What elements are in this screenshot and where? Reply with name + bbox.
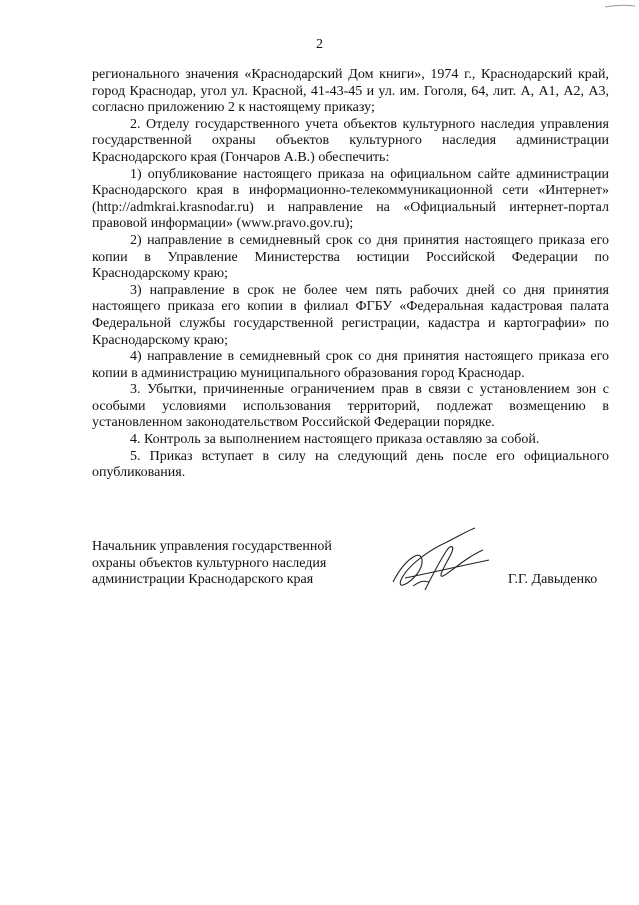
paragraph: 2) направление в семидневный срок со дня принятия настоящего приказа его копии в Управление Министерства юстиции Российской Федерации по Краснодарскому краю; (92, 232, 609, 282)
page-number: 2 (316, 37, 323, 52)
paragraph: 4. Контроль за выполнением настоящего приказа оставляю за собой. (130, 432, 540, 448)
paragraph: 2. Отделу государственного учета объектов культурного наследия управления государственной охраны объектов культурного наследия администрации Краснодарского края (Гончаров А.В.) обеспечить: (92, 116, 609, 165)
handwritten-signature (385, 520, 495, 605)
signatory-title (92, 539, 392, 589)
paragraph: 5. Приказ вступает в силу на следующий день после его официального опубликования. (92, 448, 609, 481)
signatory-title-line: Начальник управления государственной (92, 539, 332, 554)
paragraph: 3) направление в срок не более чем пять рабочих дней со дня принятия настоящего приказа его копии в филиал ФГБУ «Федеральная кадастровая палата Федеральной службы государственной регистрации, кадастра и картографии» по Краснодарскому краю; (92, 282, 609, 348)
signatory-title-line: администрации Краснодарского края (92, 572, 314, 588)
signatory-name: Г.Г. Давыденко (508, 572, 598, 587)
paragraph: 3. Убытки, причиненные ограничением прав в связи с установлением зон с особыми условиями использования территорий, подлежат возмещению в установленном законодательством Российской Федерации порядке. (92, 382, 609, 431)
document-body (92, 67, 609, 482)
paragraph: 4) направление в семидневный срок со дня принятия настоящего приказа его копии в администрацию муниципального образования город Краснодар. (92, 349, 609, 381)
paragraph: 1) опубликование настоящего приказа на официальном сайте администрации Краснодарского края в информационно-телекоммуникационной сети «Интернет» (http://admkrai.krasnodar.ru) и направление на «Официальный интернет-портал правовой информации» (www.pravo.gov.ru); (92, 166, 609, 232)
signatory-title-line: охраны объектов культурного наследия (92, 555, 327, 571)
paragraph: регионального значения «Краснодарский Дом книги», 1974 г., Краснодарский край, город Краснодар, угол ул. Красной, 41-43-45 и ул. им. Гоголя, 64, лит. А, А1, А2, А3, согласно приложению 2 к настоящему приказу; (92, 67, 609, 116)
scan-edge-mark (605, 4, 635, 10)
